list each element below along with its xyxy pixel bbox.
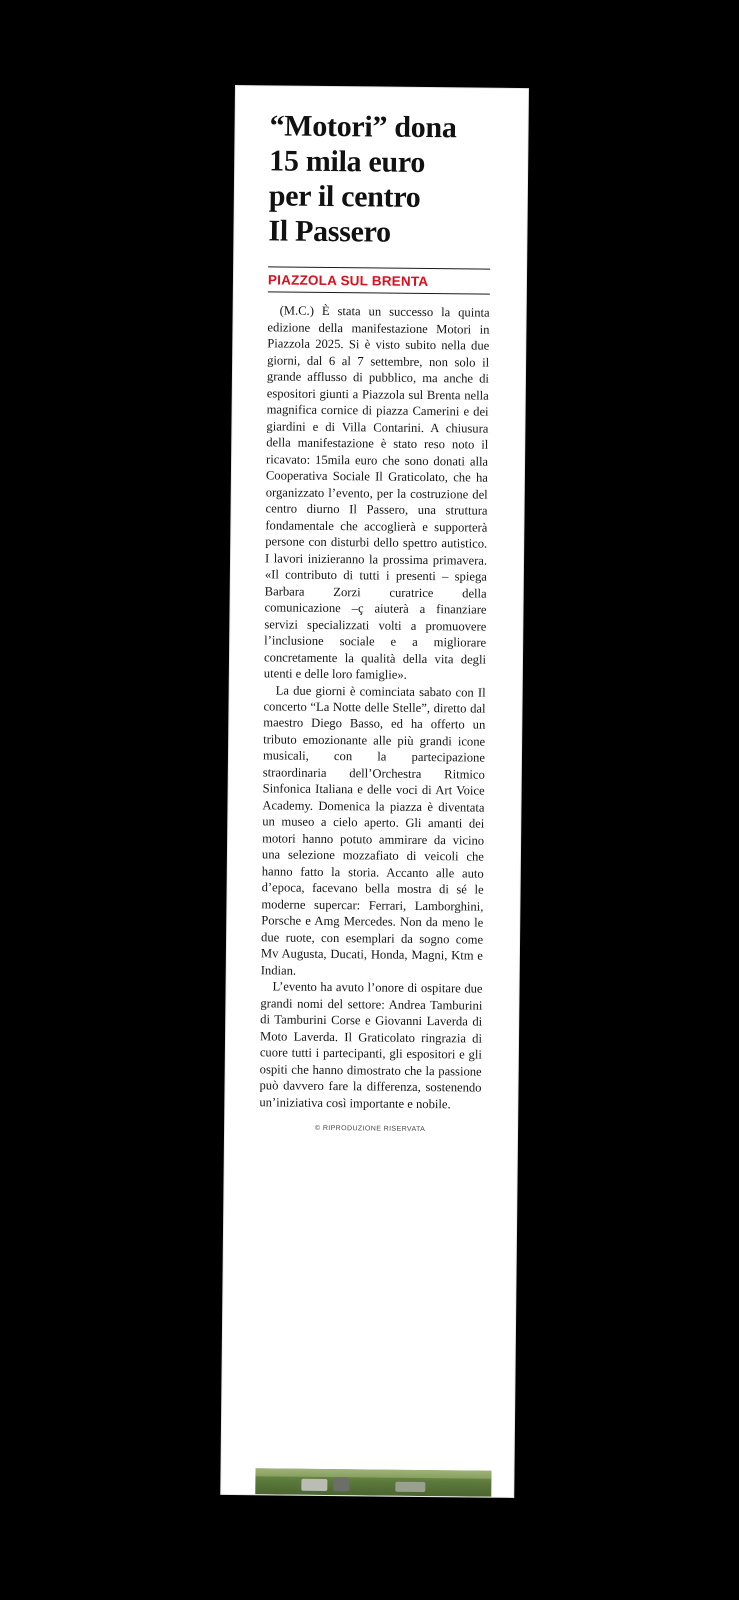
headline-line-1: “Motori” dona	[269, 109, 457, 145]
article-paragraph: (M.C.) È stata un successo la quinta edizione della manifestazione Motori in Piazzola 2025. Si è visto subito nella due giorni, dal 6 al 7 settembre, non solo il grande afflusso di pubblico, ma anche di espositori giunti a Piazzola sul Brenta nella magnifica cornice di piazza Camerini e dei giardini e di Villa Contarini. A chiusura della manifestazione è stato reso noto il ricavato: 15mila euro che sono donati alla Cooperativa Sociale Il Graticolato, che ha organizzato l’evento, per la costruzione del centro diurno Il Passero, una struttura fondamentale che accoglierà e supporterà persone con disturbi dello spettro autistico. I lavori inizieranno la prossima primavera. «Il contributo di tutti i presenti – spiega Barbara Zorzi curatrice della comunicazione –ç aiuterà a finanziare servizi specializzati volti a promuovere l’inclusione sociale e a migliorare concretamente la qualità della vita degli utenti e delle loro famiglie».	[263, 303, 490, 682]
photo-detail	[395, 1482, 425, 1492]
page-title	[268, 108, 491, 251]
section-kicker: PIAZZOLA SUL BRENTA	[267, 272, 429, 290]
newspaper-clipping	[221, 86, 528, 1497]
kicker-rule	[268, 267, 490, 295]
article-column	[259, 108, 492, 1139]
article-paragraph: La due giorni è cominciata sabato con Il concerto “La Notte delle Stelle”, diretto dal maestro Diego Basso, ed ha offerto un tributo emozionante alle più grandi icone musicali, con la partecipazione straordinaria dell’Orchestra Ritmico Sinfonica Italiana e delle voci di Art Voice Academy. Domenica la piazza è diventata un museo a cielo aperto. Gli amanti dei motori hanno potuto ammirare da vicino una selezione mozzafiato di veicoli che hanno fatto la storia. Accanto alle auto d’epoca, facevano bella mostra di sé le moderne supercar: Ferrari, Lamborghini, Porsche e Amg Mercedes. Non da meno le due ruote, con esemplari da sogno come Mv Augusta, Ducati, Honda, Magni, Ktm e Indian.	[260, 682, 486, 978]
article-paragraph: L’evento ha avuto l’onore di ospitare due grandi nomi del settore: Andrea Tamburini di Tamburini Corse e Giovanni Laverda di Moto Laverda. Il Graticolato ringrazia di cuore tutti i partecipanti, gli espositori e gli ospiti che hanno dimostrato che la passione può davvero fare la differenza, sostenendo un’iniziativa così importante e nobile.	[259, 979, 483, 1111]
headline-line-3: per il centro	[268, 179, 421, 215]
photo-detail	[301, 1479, 327, 1491]
photo-detail	[333, 1477, 349, 1491]
copyright-notice: © RIPRODUZIONE RISERVATA	[314, 1124, 426, 1134]
headline-line-2: 15 mila euro	[269, 144, 426, 180]
headline-line-4: Il Passero	[268, 214, 391, 249]
article-photo	[255, 1468, 491, 1496]
photo-sky-band	[255, 1468, 491, 1478]
article-body	[259, 303, 489, 1113]
